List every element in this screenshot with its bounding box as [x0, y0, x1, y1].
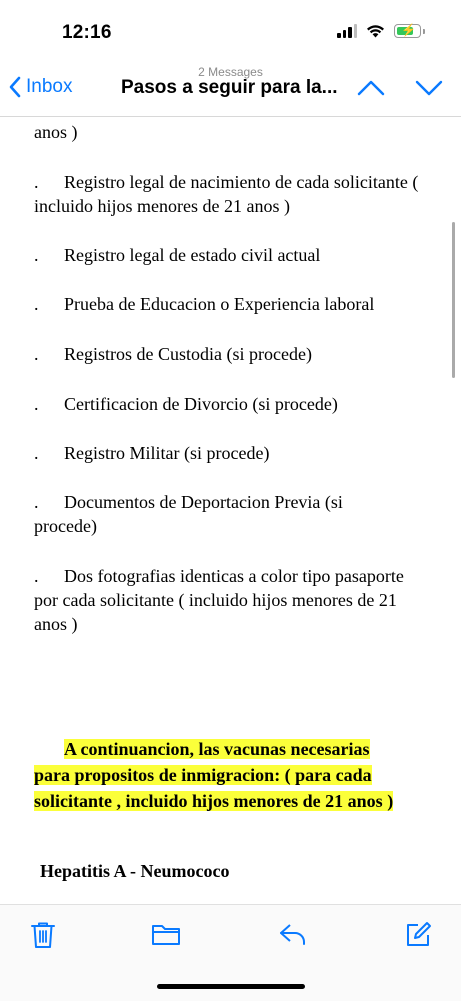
email-subject: Pasos a seguir para la...: [121, 77, 338, 98]
status-bar: [0, 0, 461, 64]
vaccine-heading: Hepatitis A - Neumococo: [40, 861, 230, 881]
vaccines-highlight: [34, 736, 434, 814]
cut-off-line: anos ): [34, 122, 78, 142]
bullet: .: [34, 344, 39, 364]
list-item: . Dos fotografias identicas a color tipo pasaporte por cada solicitante ( incluido hijos menores de 21 anos ): [34, 566, 404, 634]
bullet: .: [34, 566, 39, 586]
message-navigation: [357, 78, 443, 98]
list-item: . Registro legal de nacimiento de cada solicitante ( incluido hijos menores de 21 anos ): [34, 172, 419, 216]
wifi-icon: [366, 24, 385, 38]
bullet: .: [34, 294, 39, 314]
bullet: .: [34, 394, 39, 414]
trash-icon[interactable]: [30, 921, 56, 949]
status-time: 12:16: [62, 22, 112, 43]
home-indicator[interactable]: [157, 984, 305, 989]
mail-nav-bar: [0, 64, 461, 117]
battery-charging-icon: ⚡: [394, 24, 421, 38]
highlight-line-3: solicitante , incluido hijos menores de 21 anos ): [34, 791, 394, 811]
chevron-up-icon[interactable]: [357, 78, 385, 98]
back-label: Inbox: [26, 76, 73, 97]
scroll-indicator[interactable]: [452, 222, 455, 378]
highlight-line-2: para propositos de inmigracion: ( para cada: [34, 765, 372, 785]
chevron-left-icon: [8, 76, 22, 98]
list-item: . Certificacion de Divorcio (si procede): [34, 394, 338, 414]
bullet: .: [34, 443, 39, 463]
bullet: .: [34, 245, 39, 265]
list-item: . Prueba de Educacion o Experiencia laboral: [34, 294, 375, 314]
list-item: . Registros de Custodia (si procede): [34, 344, 312, 364]
message-count: 2 Messages: [198, 65, 263, 79]
list-item: . Registro legal de estado civil actual: [34, 245, 321, 265]
list-item: . Registro Militar (si procede): [34, 443, 270, 463]
back-to-inbox-button[interactable]: [8, 76, 72, 98]
folder-icon[interactable]: [151, 921, 181, 947]
highlight-line-1: A continuancion, las vacunas necesarias: [64, 739, 370, 759]
cellular-signal-icon: [337, 24, 357, 38]
reply-icon[interactable]: [278, 921, 308, 947]
bullet: .: [34, 492, 39, 512]
bullet: .: [34, 172, 39, 192]
status-icons: [337, 24, 421, 38]
compose-icon[interactable]: [404, 921, 432, 949]
list-item: . Documentos de Deportacion Previa (si procede): [34, 492, 343, 536]
chevron-down-icon[interactable]: [415, 78, 443, 98]
